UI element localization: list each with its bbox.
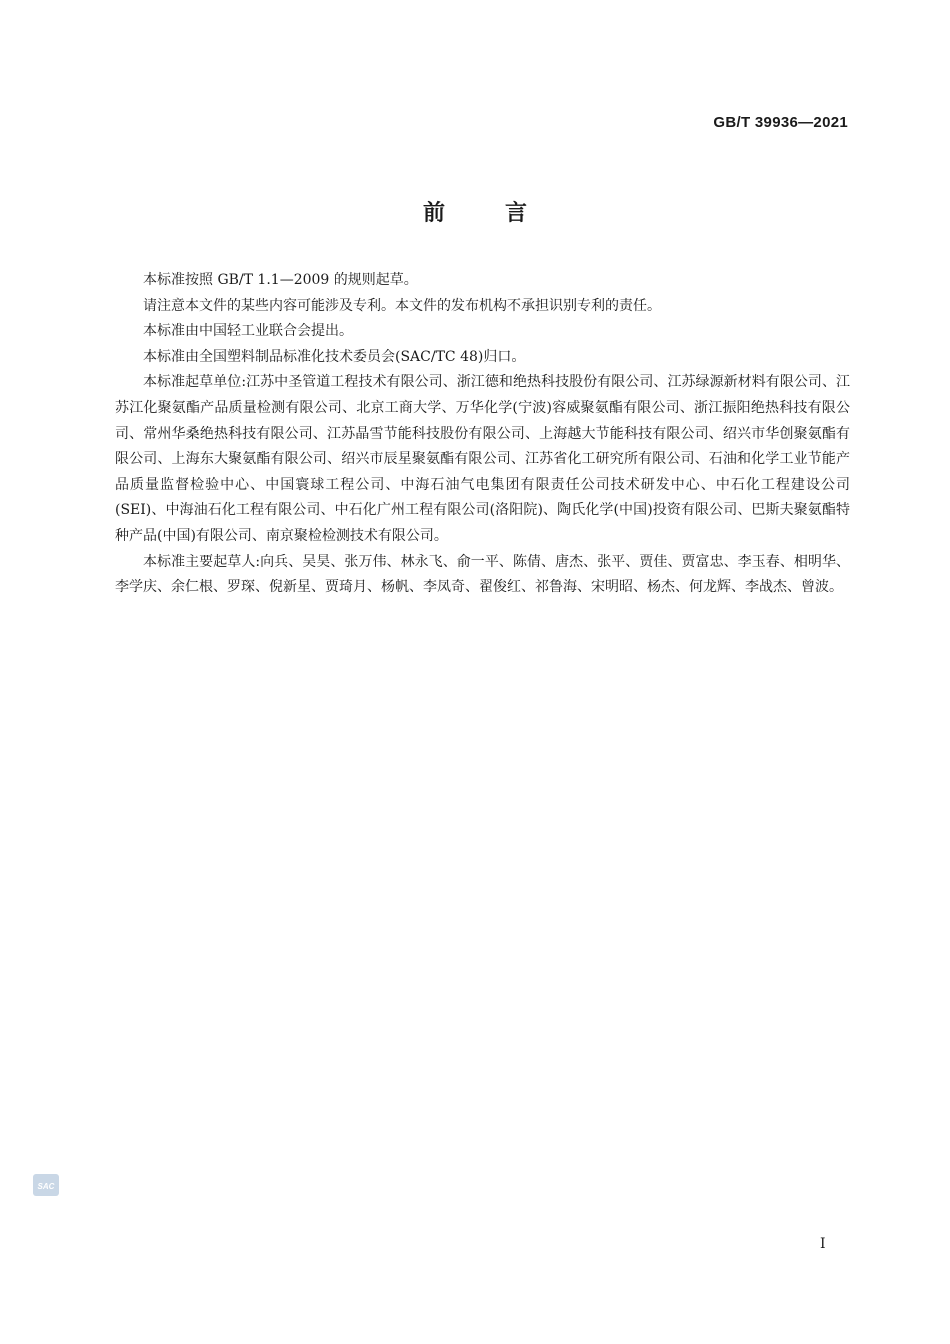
page-number: I bbox=[820, 1236, 826, 1252]
sac-logo bbox=[33, 1174, 59, 1196]
paragraph: 本标准主要起草人:向兵、吴昊、张万伟、林永飞、俞一平、陈倩、唐杰、张平、贾佳、贾富忠、李玉春、相明华、李学庆、余仁根、罗琛、倪新星、贾琦月、杨帆、李凤奇、翟俊红、祁鲁海、宋明昭、杨杰、何龙辉、李战杰、曾波。 bbox=[115, 553, 850, 596]
paragraph: 本标准由全国塑料制品标准化技术委员会(SAC/TC 48)归口。 bbox=[143, 348, 526, 365]
standard-code: GB/T 39936—2021 bbox=[713, 114, 848, 131]
paragraph: 本标准起草单位:江苏中圣管道工程技术有限公司、浙江德和绝热科技股份有限公司、江苏绿源新材料有限公司、江苏江化聚氨酯产品质量检测有限公司、北京工商大学、万华化学(宁波)容威聚氨酯有限公司、浙江振阳绝热科技有限公司、常州华桑绝热科技有限公司、江苏晶雪节能科技股份有限公司、上海越大节能科技有限公司、绍兴市华创聚氨酯有限公司、上海东大聚氨酯有限公司、绍兴市辰星聚氨酯有限公司、江苏省化工研究所有限公司、石油和化学工业节能产品质量监督检验中心、中国寰球工程公司、中海石油气电集团有限责任公司技术研发中心、中石化工程建设公司(SEI)、中海油石化工程有限公司、中石化广州工程有限公司(洛阳院)、陶氏化学(中国)投资有限公司、巴斯夫聚氨酯特种产品(中国)有限公司、南京聚检检测技术有限公司。 bbox=[115, 374, 850, 544]
paragraph: 本标准由中国轻工业联合会提出。 bbox=[143, 323, 353, 340]
page-title: 前言 bbox=[422, 201, 587, 226]
paragraph: 本标准按照 GB/T 1.1—2009 的规则起草。 bbox=[143, 272, 418, 288]
sac-logo-text: SAC bbox=[37, 1182, 55, 1191]
sac-logo-icon bbox=[33, 1174, 59, 1196]
foreword-content bbox=[115, 268, 850, 601]
paragraph: 请注意本文件的某些内容可能涉及专利。本文件的发布机构不承担识别专利的责任。 bbox=[143, 297, 661, 314]
